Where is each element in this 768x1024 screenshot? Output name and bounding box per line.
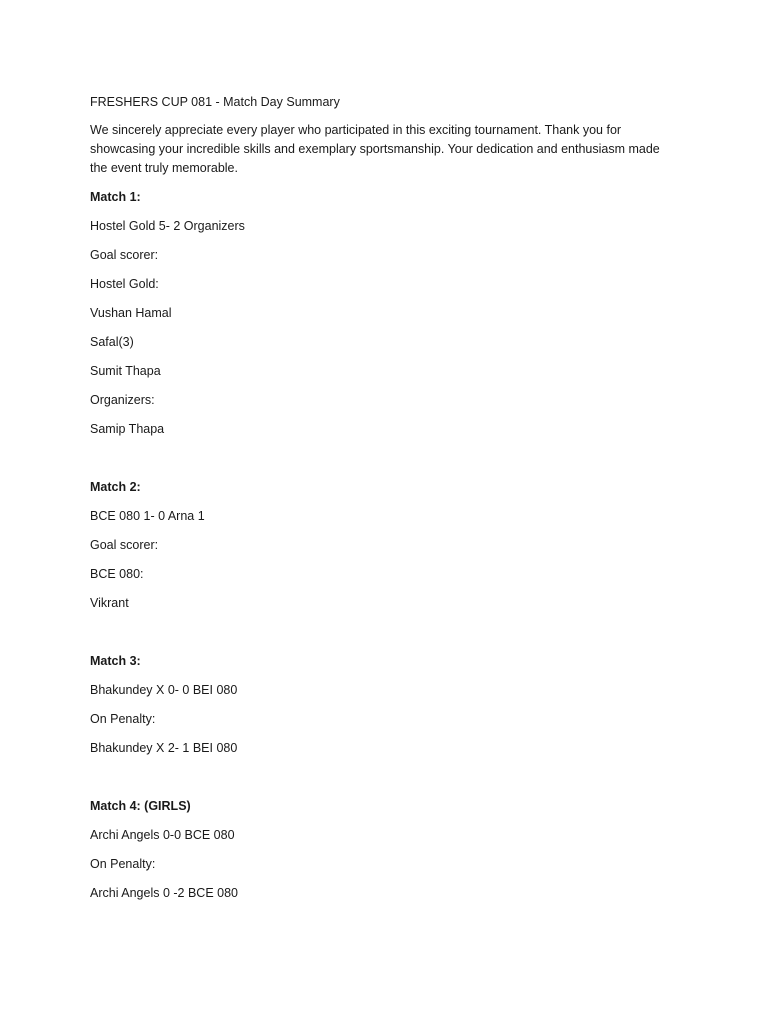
match-3-penalty-label: On Penalty: [90,712,156,726]
document-title: FRESHERS CUP 081 - Match Day Summary [90,95,340,109]
match-2-team-1-scorer: Vikrant [90,596,129,610]
match-2-team-1-label: BCE 080: [90,567,144,581]
match-1-scorer-label: Goal scorer: [90,248,159,262]
match-3-result: Bhakundey X 0- 0 BEI 080 [90,683,238,697]
spacer [90,449,680,478]
match-4-penalty-label: On Penalty: [90,857,156,871]
match-2-heading: Match 2: [90,480,141,494]
match-1-team-1-scorer: Safal(3) [90,335,134,349]
match-2-scorer-label: Goal scorer: [90,538,159,552]
match-1-team-1-scorer: Sumit Thapa [90,364,161,378]
match-4-heading: Match 4: (GIRLS) [90,799,191,813]
match-1-result: Hostel Gold 5- 2 Organizers [90,219,245,233]
match-4-penalty-result: Archi Angels 0 -2 BCE 080 [90,886,238,900]
match-1-team-1-label: Hostel Gold: [90,277,159,291]
match-4-result: Archi Angels 0-0 BCE 080 [90,828,235,842]
match-2-section [90,478,680,612]
match-1-team-2-scorer: Samip Thapa [90,422,165,436]
spacer [90,768,680,797]
match-1-team-2-label: Organizers: [90,393,155,407]
match-2-result: BCE 080 1- 0 Arna 1 [90,509,205,523]
match-1-section [90,188,680,438]
intro-paragraph: We sincerely appreciate every player who participated in this exciting tournament. Thank you for showcasing your incredible skills and exemplary sportsmanship. Your dedication and enthusiasm made the event truly memorable. [90,123,660,175]
spacer [90,623,680,652]
match-1-heading: Match 1: [90,190,141,204]
match-3-heading: Match 3: [90,654,141,668]
document-page [90,93,680,913]
match-1-team-1-scorer: Vushan Hamal [90,306,172,320]
match-4-section [90,797,680,902]
match-3-penalty-result: Bhakundey X 2- 1 BEI 080 [90,741,238,755]
match-3-section [90,652,680,757]
